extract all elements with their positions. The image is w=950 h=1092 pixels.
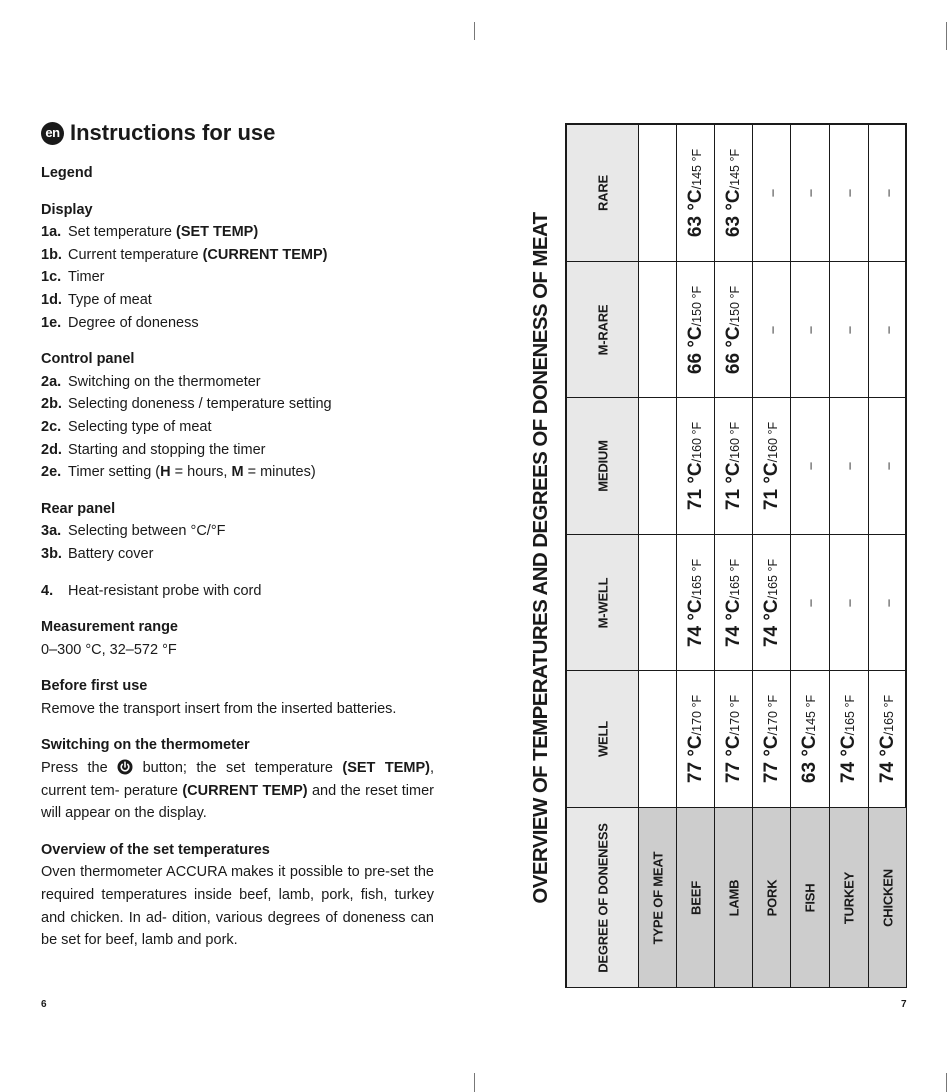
table-cell bbox=[715, 671, 753, 808]
blank-cell bbox=[639, 535, 677, 671]
empty-dash: – bbox=[841, 189, 857, 197]
temperature-value: 74 °C/165 °F bbox=[838, 694, 859, 784]
measurement-text: 0–300 °C, 32–572 °F bbox=[41, 641, 177, 658]
meat-label: FISH bbox=[802, 883, 818, 912]
meat-pork bbox=[753, 808, 791, 988]
table-cell bbox=[753, 398, 791, 535]
rear-panel-heading: Rear panel bbox=[41, 500, 116, 517]
table-cell bbox=[753, 125, 791, 262]
list-item-probe bbox=[41, 580, 434, 603]
item-number: 2c. bbox=[41, 418, 62, 435]
temperature-value: 71 °C/160 °F bbox=[684, 421, 706, 511]
table-cell bbox=[830, 535, 869, 671]
page-number-left: 6 bbox=[41, 999, 47, 1010]
meat-beef bbox=[677, 808, 715, 988]
table-cell bbox=[715, 535, 753, 671]
table-cell bbox=[830, 262, 869, 398]
meat-lamb bbox=[715, 808, 753, 988]
page-title-text: Instructions for use bbox=[70, 120, 276, 145]
temperature-value: 71 °C/160 °F bbox=[722, 421, 744, 511]
item-text: Heat-resistant probe with cord bbox=[68, 582, 262, 599]
meat-label: LAMB bbox=[726, 879, 741, 916]
crop-mark-right-bottom bbox=[946, 1073, 947, 1092]
list-item bbox=[41, 439, 434, 462]
list-item bbox=[41, 520, 434, 543]
meat-label: TURKEY bbox=[841, 871, 857, 924]
corner-degree-header bbox=[567, 808, 639, 988]
temperature-value: 77 °C/170 °F bbox=[760, 694, 782, 784]
table-cell bbox=[791, 398, 830, 535]
item-text: Timer bbox=[68, 269, 105, 286]
legend-heading: Legend bbox=[41, 165, 93, 181]
empty-dash: – bbox=[802, 598, 818, 607]
display-list bbox=[41, 221, 434, 334]
item-text: Switching on the thermometer bbox=[68, 373, 261, 390]
table-cell bbox=[677, 125, 715, 262]
meat-label: PORK bbox=[764, 879, 779, 916]
table-cell bbox=[791, 671, 830, 808]
item-number: 2d. bbox=[41, 441, 62, 458]
item-text: Set temperature (SET TEMP) bbox=[68, 224, 259, 241]
table-cell bbox=[753, 671, 791, 808]
corner-degree-label: DEGREE OF DONENESS bbox=[595, 822, 610, 973]
blank-cell bbox=[639, 671, 677, 808]
corner-meat-header bbox=[639, 808, 677, 988]
table-cell bbox=[677, 398, 715, 535]
temperature-value: 74 °C/165 °F bbox=[876, 694, 898, 784]
crop-mark-bottom bbox=[474, 1073, 475, 1092]
switching-on-text: Press the button; the set temperature (SET TEMP), current tem- perature (CURRENT TEMP) and the reset timer will appear on the display. bbox=[41, 760, 435, 822]
item-text: Type of meat bbox=[68, 291, 152, 308]
header-well bbox=[567, 671, 639, 808]
empty-dash: – bbox=[841, 325, 857, 334]
list-item bbox=[41, 393, 434, 416]
item-number: 1c. bbox=[41, 269, 62, 286]
before-first-use-text: Remove the transport insert from the inserted batteries. bbox=[41, 700, 397, 717]
table-cell bbox=[869, 535, 907, 671]
before-first-use-heading: Before first use bbox=[41, 678, 148, 695]
doneness-label: M-WELL bbox=[595, 577, 610, 628]
empty-dash: – bbox=[880, 189, 895, 197]
item-number: 3b. bbox=[41, 545, 62, 562]
item-text: Degree of doneness bbox=[68, 314, 199, 331]
table-cell bbox=[869, 671, 907, 808]
doneness-label: M-RARE bbox=[595, 304, 610, 355]
table-cell bbox=[753, 262, 791, 398]
table-cell bbox=[830, 398, 869, 535]
power-icon bbox=[117, 759, 133, 775]
language-badge-icon: en bbox=[41, 122, 64, 145]
overview-heading: Overview of the set temperatures bbox=[41, 841, 270, 858]
header-m-well bbox=[567, 535, 639, 671]
control-panel-heading: Control panel bbox=[41, 351, 135, 368]
table-cell bbox=[791, 262, 830, 398]
table-cell bbox=[677, 535, 715, 671]
temperature-value: 74 °C/165 °F bbox=[760, 558, 782, 647]
item-text: Timer setting (H = hours, M = minutes) bbox=[68, 464, 316, 481]
item-number: 2b. bbox=[41, 396, 62, 413]
table-cell bbox=[830, 125, 869, 262]
corner-meat-label: TYPE OF MEAT bbox=[650, 851, 665, 944]
overview-text: Oven thermometer ACCURA makes it possible to pre-set the required temperatures inside beef, lamb, pork, fish, turkey and chicken. In ad- dition, various degrees of doneness can be set for beef, lamb and pork. bbox=[41, 864, 434, 949]
list-item bbox=[41, 543, 434, 566]
temperature-value: 63 °C/145 °F bbox=[684, 148, 706, 238]
item-number: 4. bbox=[41, 582, 54, 599]
temperature-value: 74 °C/165 °F bbox=[722, 558, 744, 647]
temperature-value: 71 °C/160 °F bbox=[760, 421, 782, 511]
table-cell bbox=[677, 262, 715, 398]
list-item bbox=[41, 371, 434, 394]
meat-label: BEEF bbox=[688, 880, 703, 915]
meat-fish bbox=[791, 808, 830, 988]
item-number: 1e. bbox=[41, 314, 62, 331]
temperature-value: 66 °C/150 °F bbox=[722, 285, 744, 374]
list-item bbox=[41, 312, 434, 335]
empty-dash: – bbox=[802, 325, 818, 334]
item-number: 1b. bbox=[41, 246, 62, 263]
list-item bbox=[41, 244, 434, 267]
empty-dash: – bbox=[764, 325, 779, 334]
header-medium bbox=[567, 398, 639, 535]
table-cell bbox=[791, 125, 830, 262]
doneness-label: MEDIUM bbox=[595, 440, 610, 492]
blank-cell bbox=[639, 125, 677, 262]
list-item bbox=[41, 266, 434, 289]
table-cell bbox=[715, 398, 753, 535]
crop-mark-right-top bbox=[946, 22, 947, 50]
table-cell bbox=[830, 671, 869, 808]
blank-cell bbox=[639, 262, 677, 398]
measurement-heading: Measurement range bbox=[41, 619, 178, 636]
crop-mark-top bbox=[474, 22, 475, 40]
display-heading: Display bbox=[41, 201, 93, 218]
list-item bbox=[41, 221, 434, 244]
blank-cell bbox=[639, 398, 677, 535]
item-text: Current temperature (CURRENT TEMP) bbox=[68, 246, 328, 263]
temperature-value: 74 °C/165 °F bbox=[684, 558, 706, 647]
empty-dash: – bbox=[880, 462, 895, 470]
empty-dash: – bbox=[802, 462, 818, 470]
control-panel-list bbox=[41, 371, 434, 484]
item-text: Battery cover bbox=[68, 545, 154, 562]
doneness-label: RARE bbox=[595, 174, 610, 212]
item-number: 1d. bbox=[41, 291, 62, 308]
doneness-table bbox=[565, 123, 907, 988]
meat-chicken bbox=[869, 808, 907, 988]
item-number: 1a. bbox=[41, 224, 62, 241]
temperature-value: 66 °C/150 °F bbox=[684, 285, 706, 374]
temperature-value: 77 °C/170 °F bbox=[684, 694, 706, 784]
empty-dash: – bbox=[841, 462, 857, 470]
table-cell bbox=[869, 262, 907, 398]
table-cell bbox=[791, 535, 830, 671]
meat-label: CHICKEN bbox=[880, 868, 895, 927]
temperature-value: 77 °C/170 °F bbox=[722, 694, 744, 784]
left-page bbox=[41, 118, 434, 952]
switching-on-heading: Switching on the thermometer bbox=[41, 737, 250, 754]
list-item bbox=[41, 461, 434, 484]
table-cell bbox=[677, 671, 715, 808]
empty-dash: – bbox=[841, 598, 857, 607]
list-item bbox=[41, 416, 434, 439]
empty-dash: – bbox=[880, 598, 895, 607]
header-rare bbox=[567, 125, 639, 262]
page-number-right: 7 bbox=[901, 999, 907, 1010]
item-text: Starting and stopping the timer bbox=[68, 441, 266, 458]
item-number: 3a. bbox=[41, 523, 62, 540]
list-item bbox=[41, 289, 434, 312]
item-number: 2e. bbox=[41, 464, 62, 481]
temperature-value: 63 °C/145 °F bbox=[799, 694, 820, 784]
page-title bbox=[41, 118, 434, 148]
item-text: Selecting type of meat bbox=[68, 418, 212, 435]
empty-dash: – bbox=[880, 325, 895, 334]
header-m-rare bbox=[567, 262, 639, 398]
item-text: Selecting between °C/°F bbox=[68, 523, 226, 540]
temperature-value: 63 °C/145 °F bbox=[722, 148, 744, 238]
table-cell bbox=[869, 398, 907, 535]
item-text: Selecting doneness / temperature setting bbox=[68, 396, 332, 413]
empty-dash: – bbox=[764, 189, 779, 197]
table-cell bbox=[869, 125, 907, 262]
empty-dash: – bbox=[802, 189, 818, 197]
doneness-label: WELL bbox=[595, 720, 610, 758]
meat-turkey bbox=[830, 808, 869, 988]
table-cell bbox=[753, 535, 791, 671]
rear-panel-list bbox=[41, 520, 434, 565]
item-number: 2a. bbox=[41, 373, 62, 390]
table-cell bbox=[715, 125, 753, 262]
table-cell bbox=[715, 262, 753, 398]
